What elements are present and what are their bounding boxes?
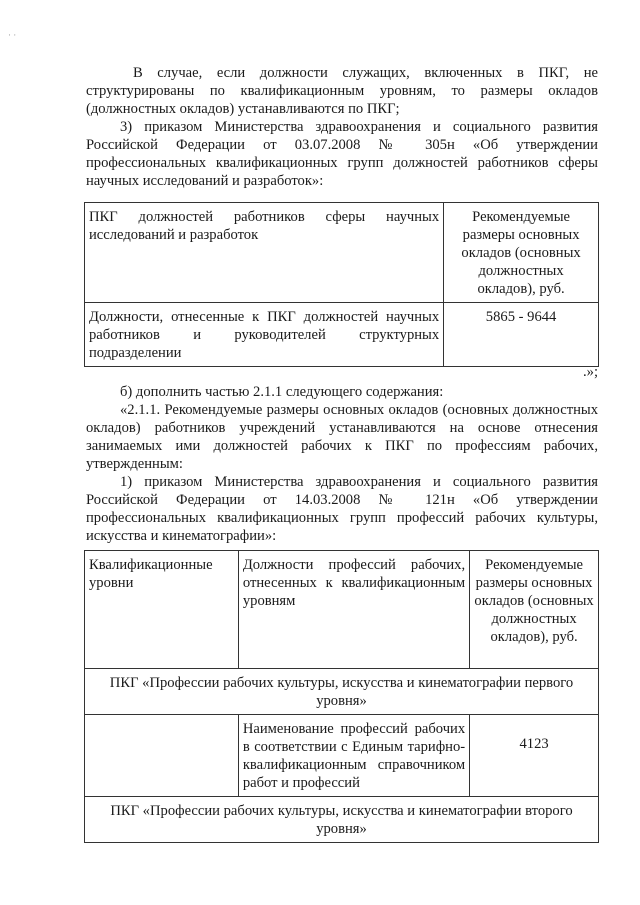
paragraph-order-121n: 1) приказом Министерства здравоохранения и социального развития Российской Федерации от 14.03.2008 № 121н «Об утверждении профессиональных квалификационных групп профессий рабочих культуры, искусства и кинематографии»:: [86, 474, 598, 544]
group-title-second-level: ПКГ «Профессии рабочих культуры, искусства и кинематографии второго уровня»: [85, 797, 599, 843]
corner-mark: · ·: [8, 30, 17, 40]
table-header-positions: Должности профессий рабочих, отнесенных к квалификационным уровням: [238, 551, 469, 669]
table-cell-position: Должности, отнесенные к ПКГ должностей научных работников и руководителей структурных подразделении: [85, 303, 444, 367]
paragraph-add-part: б) дополнить частью 2.1.1 следующего содержания:: [120, 384, 444, 400]
table-cell-level: [85, 715, 239, 797]
table-row: [85, 303, 599, 367]
table-header-row: [85, 551, 599, 669]
paragraph-pkg-levels: В случае, если должности служащих, включенных в ПКГ, не структурированы по квалификационным уровням, то размеры окладов (должностных окладов) устанавливаются по ПКГ;: [86, 65, 598, 117]
table-science-pkg: [84, 202, 599, 367]
table-header-levels: Квалификационные уровни: [85, 551, 239, 669]
table-workers-pkg: [84, 550, 599, 843]
table-cell-position: Наименование профессий рабочих в соответствии с Единым тарифно-квалификационным справочником работ и профессий: [238, 715, 469, 797]
text-block-top: [86, 64, 598, 190]
group-title-first-level: ПКГ «Профессии рабочих культуры, искусства и кинематографии первого уровня»: [85, 669, 599, 715]
table-cell-salary: 4123: [470, 715, 599, 797]
table-group-row: [85, 797, 599, 843]
table-cell-salary: 5865 - 9644: [444, 303, 599, 367]
paragraph-order-305n: 3) приказом Министерства здравоохранения и социального развития Российской Федерации от 03.07.2008 № 305н «Об утверждении профессиональных квалификационных групп должностей работников сферы научных исследований и разработок»:: [86, 119, 598, 189]
table-group-row: [85, 669, 599, 715]
table-header-row: [85, 203, 599, 303]
text-block-middle: [86, 383, 598, 545]
paragraph-2-1-1: «2.1.1. Рекомендуемые размеры основных окладов (основных должностных окладов) работников учреждений устанавливаются на основе отнесения занимаемых ими должностей рабочих к ПКГ по профессиям рабочих, утвержденным:: [86, 402, 598, 472]
table-header-pkg: ПКГ должностей работников сферы научных исследований и разработок: [85, 203, 444, 303]
table-header-salary: Рекомендуемые размеры основных окладов (основных должностных окладов), руб.: [470, 551, 599, 669]
table-row: [85, 715, 599, 797]
table-closing-mark: .»;: [583, 364, 598, 380]
table-header-salary: Рекомендуемые размеры основных окладов (основных должностных окладов), руб.: [444, 203, 599, 303]
